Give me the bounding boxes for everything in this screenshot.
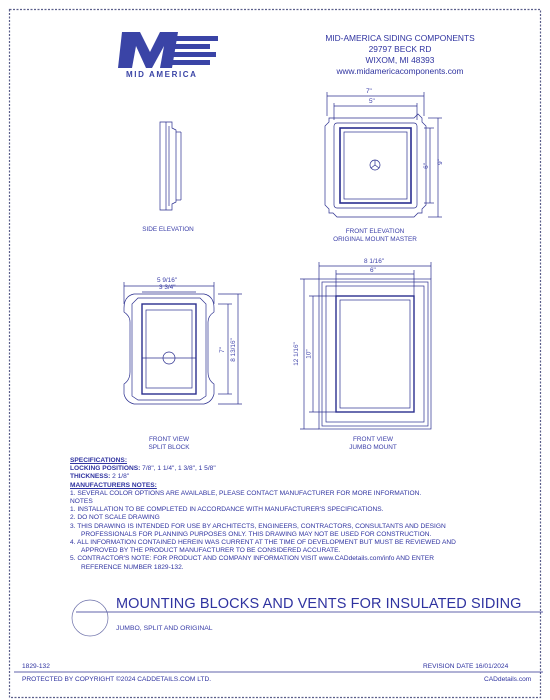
company-website: www.midamericacomponents.com	[336, 66, 464, 76]
note-3b: PROFESSIONALS FOR PLANNING PURPOSES ONLY. THIS DRAWING MAY NOT BE USED FOR CONSTRUCTION.	[81, 530, 432, 538]
company-city: WIXOM, MI 48393	[365, 55, 435, 65]
locking-positions	[70, 465, 500, 473]
split-dim-height-inner: 7"	[218, 347, 226, 353]
original-dim-height-inner: 6"	[422, 163, 430, 169]
thickness-value: 2 1/8"	[110, 473, 130, 481]
notes-block	[70, 457, 500, 572]
original-caption-2: ORIGINAL MOUNT MASTER	[333, 236, 417, 243]
drawing-title: MOUNTING BLOCKS AND VENTS FOR INSULATED SIDING	[116, 596, 522, 612]
side-elevation-caption: SIDE ELEVATION	[142, 226, 194, 233]
company-address: 29797 BECK RD	[368, 44, 432, 54]
note-2: 2. DO NOT SCALE DRAWING	[70, 514, 160, 522]
split-dim-width-inner: 3 3/4"	[159, 284, 176, 291]
note-4a: 4. ALL INFORMATION CONTAINED HEREIN WAS CURRENT AT THE TIME OF DEVELOPMENT BUT MUST BE REVIEWED AND	[70, 539, 456, 547]
note-3a: 3. THIS DRAWING IS INTENDED FOR USE BY ARCHITECTS, ENGINEERS, CONTRACTORS, CONSULTANTS AND DESIGN	[70, 522, 446, 530]
jumbo-mount-drawing	[300, 262, 431, 429]
title-circle	[72, 600, 108, 636]
locking-value: 7/8", 1 1/4", 1 3/8", 1 5/8"	[140, 465, 216, 473]
note-4b: APPROVED BY THE PRODUCT MANUFACTURER TO BE CONSIDERED ACCURATE.	[81, 547, 341, 555]
split-block-drawing	[124, 282, 242, 404]
side-elevation-drawing	[160, 122, 181, 210]
mfr-note-1: 1. SEVERAL COLOR OPTIONS ARE AVAILABLE, PLEASE CONTACT MANUFACTURER FOR MORE INFORMATION.	[70, 489, 422, 497]
specs-heading: SPECIFICATIONS:	[70, 457, 128, 464]
mfr-heading: MANUFACTURERS NOTES:	[70, 481, 157, 489]
notes-heading: NOTES	[70, 498, 93, 506]
reference-number: 1829-132	[22, 663, 50, 670]
logo-text: MID AMERICA	[126, 70, 198, 79]
note-1: 1. INSTALLATION TO BE COMPLETED IN ACCORDANCE WITH MANUFACTURER'S SPECIFICATIONS.	[70, 506, 384, 514]
split-caption-1: FRONT VIEW	[148, 436, 189, 443]
original-caption-1: FRONT ELEVATION	[345, 228, 405, 235]
thickness-label: THICKNESS:	[70, 473, 111, 481]
jumbo-dim-width-outer: 8 1/16"	[364, 258, 385, 265]
revision-date: REVISION DATE 16/01/2024	[423, 663, 509, 670]
jumbo-caption-1: FRONT VIEW	[352, 436, 393, 443]
split-caption-2: SPLIT BLOCK	[148, 444, 190, 451]
original-dim-height-outer: 9"	[436, 159, 444, 165]
original-dim-width-inner: 5"	[369, 98, 375, 105]
locking-label: LOCKING POSITIONS:	[70, 465, 141, 473]
caddetails-link[interactable]: CADdetails.com	[484, 676, 532, 683]
copyright: PROTECTED BY COPYRIGHT ©2024 CADDETAILS.COM LTD.	[22, 676, 212, 683]
note-5b: REFERENCE NUMBER 1829-132.	[81, 563, 184, 571]
note-5a: 5. CONTRACTOR'S NOTE: FOR PRODUCT AND COMPANY INFORMATION VISIT www.CADdetails.com/info AND ENTER	[70, 555, 434, 563]
jumbo-dim-height-inner: 10"	[305, 349, 313, 359]
jumbo-caption-2: JUMBO MOUNT	[349, 444, 397, 451]
drawing-subtitle: JUMBO, SPLIT AND ORIGINAL	[116, 625, 213, 632]
jumbo-dim-height-outer: 12 1/16"	[292, 342, 300, 366]
company-name: MID-AMERICA SIDING COMPONENTS	[325, 33, 475, 43]
original-dim-width-outer: 7"	[366, 88, 372, 95]
original-mount-drawing	[325, 92, 442, 217]
split-dim-width-outer: 5 9/16"	[157, 277, 178, 284]
thickness	[70, 473, 500, 481]
split-dim-height-outer: 8 13/16"	[229, 338, 237, 362]
jumbo-dim-width-inner: 6"	[370, 267, 376, 274]
